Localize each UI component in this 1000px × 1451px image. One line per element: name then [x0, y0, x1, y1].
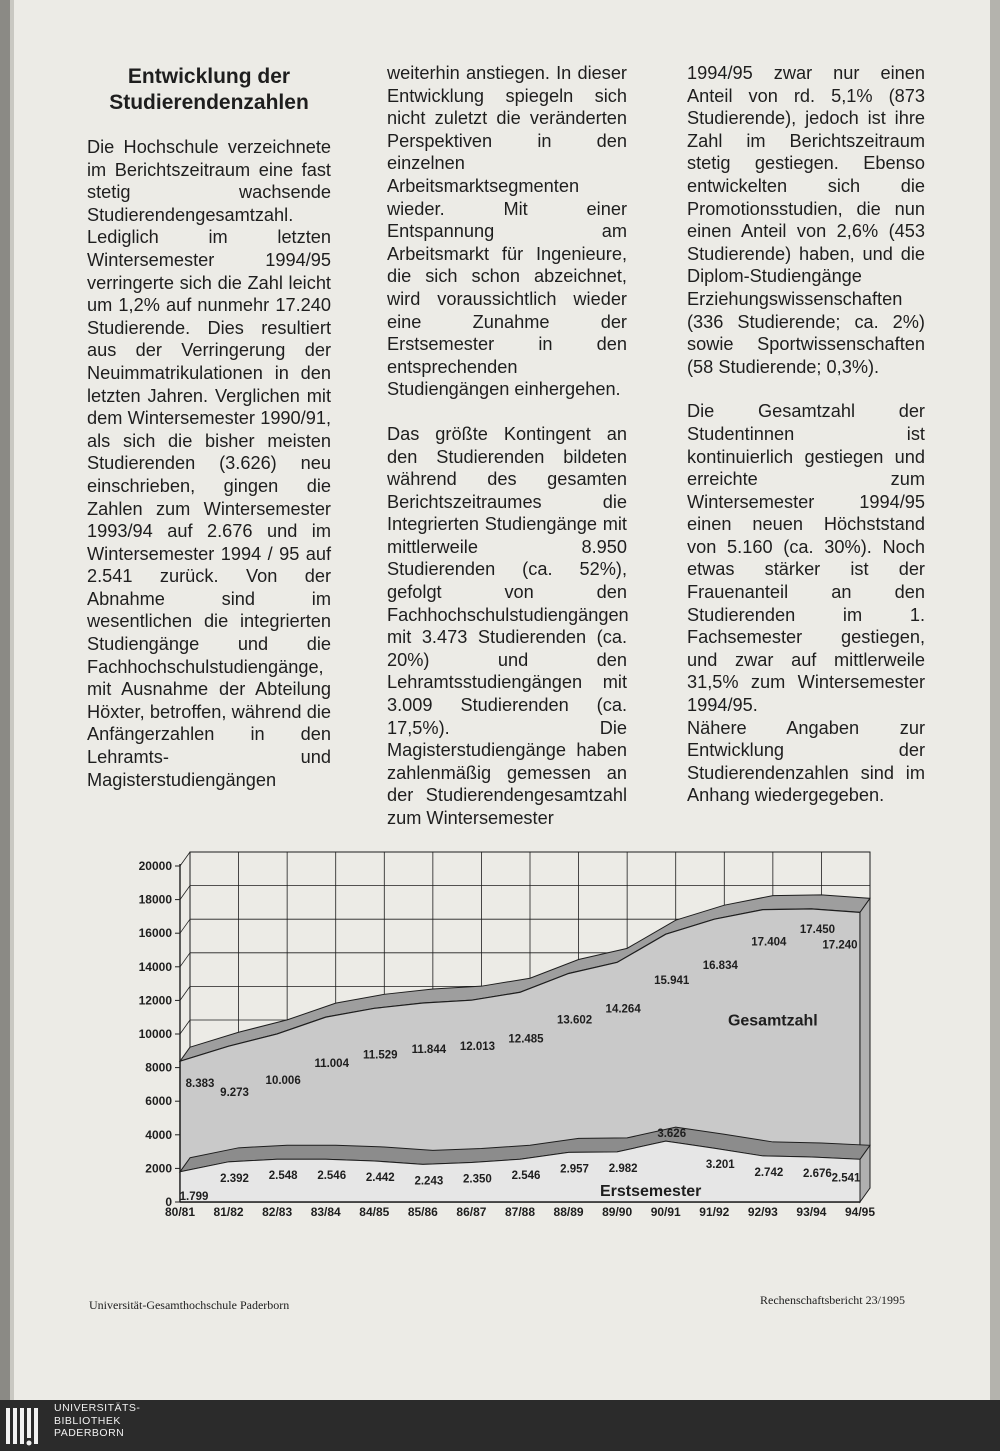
data-label-erstsemester: 2.676	[803, 1168, 832, 1181]
data-label-erstsemester: 2.546	[511, 1170, 541, 1183]
y-tick-label: 6000	[145, 1094, 172, 1109]
library-banner	[0, 1400, 1000, 1451]
col3-paragraph-3: Nähere Angaben zur Entwicklung der Studierendenzahlen sind im Anhang wiedergegeben.	[687, 717, 925, 806]
series-label-gesamtzahl: Gesamtzahl	[727, 1012, 818, 1030]
data-label-erstsemester: 3.201	[705, 1159, 735, 1172]
y-tick-label: 8000	[145, 1060, 172, 1075]
student-numbers-chart	[120, 820, 900, 1220]
y-tick-label: 10000	[138, 1027, 172, 1041]
x-tick-label: 85/86	[407, 1205, 438, 1219]
data-label-erstsemester: 2.541	[831, 1172, 861, 1185]
y-tick-label: 18000	[138, 892, 172, 907]
data-label-erstsemester: 2.982	[608, 1162, 638, 1175]
data-label-gesamtzahl: 11.004	[314, 1058, 349, 1071]
data-label-gesamtzahl: 10.006	[265, 1074, 301, 1087]
data-label-gesamtzahl: 12.013	[459, 1041, 496, 1054]
data-label-erstsemester: 3.626	[657, 1128, 687, 1141]
series-label-erstsemester: Erstsemester	[600, 1183, 702, 1200]
scan-binding-edge-light	[10, 0, 14, 1400]
library-name	[54, 1402, 140, 1440]
chart-grid-diagonal	[180, 1020, 190, 1034]
col2-paragraph-1: weiterhin anstiegen. In dieser Entwicklung spiegeln sich nicht zuletzt die veränderten Perspektiven in den einzelnen Arbeitsmarktsegmenten wieder. Mit einer Entspannung am Arbeitsmarkt für Ingenieure, die sich schon abzeichnet, wird voraussichtlich wieder eine Zunahme der Erstsemester in den entsprechenden Studiengängen einhergehen.	[387, 63, 627, 400]
y-tick-label: 0	[165, 1195, 172, 1209]
x-tick-label: 88/89	[553, 1205, 584, 1219]
y-tick-label: 14000	[138, 959, 172, 974]
data-label-gesamtzahl: 13.602	[556, 1014, 593, 1027]
chart-grid-diagonal	[180, 886, 190, 900]
col3-paragraph-1: 1994/95 zwar nur einen Anteil von rd. 5,1% (873 Studierende), jedoch ist ihre Zahl im Berichtszeitraum stetig gestiegen. Ebenso entwickelten sich die Promotionsstudien, die nun einen Anteil von 2,6% (453 Studierende) haben, und die Diplom-Studiengänge Erziehungswissenschaften (336 Studierende; ca. 2%) sowie Sportwissenschaften (58 Studierende; 0,3%).	[687, 63, 925, 377]
col1-paragraph-1: Die Hochschule verzeichnete im Berichtszeitraum eine fast stetig wachsende Studierendengesamtzahl. Lediglich im letzten Wintersemester 1994/95 verringerte sich die Zahl leicht um 1,2% auf nunmehr 17.240 Studierende. Dies resultiert aus der Verringerung der Neuimmatrikulationen in den letzten Jahren. Verglichen mit dem Wintersemester 1990/91, als sich die bisher meisten Studierenden (3.626) neu einschrieben, gingen die Zahlen zum Wintersemester 1993/94 auf 2.676 und im Wintersemester 1994 / 95 auf 2.541 zurück. Von der Abnahme sind im wesentlichen die integrierten Studiengänge und die Fachhochschulstudiengänge, mit Ausnahme der Abteilung Höxter, betroffen, während die Anfängerzahlen in den Lehramts- und Magisterstudiengängen	[87, 137, 331, 790]
chart-canvas	[120, 820, 900, 1220]
data-label-erstsemester: 2.546	[317, 1170, 347, 1183]
y-tick-label: 2000	[145, 1161, 172, 1176]
x-tick-label: 87/88	[504, 1205, 536, 1219]
data-label-erstsemester: 2.742	[754, 1166, 784, 1179]
y-tick-label: 4000	[145, 1127, 172, 1142]
chart-grid-diagonal	[180, 919, 190, 933]
x-tick-label: 94/95	[844, 1205, 876, 1219]
library-line-1: UNIVERSITÄTS-	[54, 1402, 141, 1414]
scan-binding-edge	[0, 0, 10, 1400]
x-tick-label: 82/83	[262, 1205, 293, 1219]
data-label-gesamtzahl: 9.273	[220, 1087, 249, 1100]
library-line-3: PADERBORN	[54, 1427, 125, 1439]
col2-paragraph-2: Das größte Kontingent an den Studierenden bildeten während des gesamten Berichtszeitraumes die Integrierten Studiengänge mit mittlerweile 8.950 Studierenden (ca. 52%), gefolgt von den Fachhochschulstudiengängen mit 3.473 Studierenden (ca. 20%) und den Lehramtsstudiengängen mit 3.009 Studierenden (ca. 17,5%). Die Magisterstudiengänge haben zahlenmäßig gemessen an der Studierendengesamtzahl zum Wintersemester	[387, 423, 629, 828]
chart-grid-diagonal	[180, 953, 190, 967]
x-tick-label: 80/81	[164, 1205, 196, 1219]
x-tick-label: 89/90	[602, 1205, 633, 1219]
x-tick-label: 83/84	[310, 1205, 341, 1219]
y-tick-label: 12000	[138, 993, 172, 1008]
data-label-gesamtzahl: 16.834	[702, 960, 738, 973]
column-2	[387, 62, 627, 830]
chart-grid-diagonal	[180, 986, 190, 1000]
data-label-erstsemester: 2.350	[463, 1173, 492, 1186]
data-label-erstsemester: 2.957	[560, 1163, 589, 1176]
column-1	[87, 62, 331, 791]
data-label-erstsemester: 2.548	[268, 1170, 298, 1183]
x-tick-label: 84/85	[359, 1205, 390, 1219]
library-line-2: BIBLIOTHEK	[54, 1414, 121, 1427]
x-tick-label: 92/93	[747, 1205, 778, 1219]
data-label-erstsemester: 1.799	[179, 1191, 209, 1203]
data-label-gesamtzahl: 11.529	[363, 1049, 398, 1062]
x-tick-label: 90/91	[650, 1205, 681, 1219]
data-label-erstsemester: 2.442	[365, 1171, 395, 1184]
data-label-gesamtzahl: 14.264	[605, 1003, 641, 1016]
data-label-gesamtzahl: 11.844	[411, 1044, 447, 1057]
footer-report: Rechenschaftsbericht 23/1995	[760, 1293, 905, 1307]
column-3	[687, 62, 925, 807]
scan-right-edge	[990, 0, 1000, 1400]
data-label-gesamtzahl: 12.485	[508, 1033, 544, 1046]
section-heading: Entwicklung der Studierendenzahlen	[109, 65, 309, 114]
col3-paragraph-2: Die Gesamtzahl der Studentinnen ist kontinuierlich gestiegen und erreichte zum Wintersemester 1994/95 einen neuen Höchststand von 5.160 (ca. 30%). Noch etwas stärker ist der Frauenanteil an den Studierenden im 1. Fachsemester gestiegen, und zwar auf mittlerweile 31,5% zum Wintersemester 1994/95.	[687, 401, 925, 716]
data-label-erstsemester: 2.243	[414, 1175, 444, 1188]
y-tick-label: 16000	[138, 926, 172, 941]
library-logo-icon	[4, 1404, 48, 1448]
data-label-gesamtzahl: 17.450	[799, 923, 836, 936]
data-label-erstsemester: 2.392	[220, 1172, 249, 1185]
x-tick-label: 86/87	[456, 1205, 487, 1219]
data-label-gesamtzahl: 17.404	[751, 936, 787, 949]
x-tick-label: 81/82	[213, 1205, 244, 1219]
y-tick-label: 20000	[138, 859, 172, 873]
data-label-gesamtzahl: 17.240	[822, 939, 858, 952]
chart-grid-diagonal	[180, 852, 190, 866]
x-tick-label: 91/92	[699, 1205, 730, 1219]
x-tick-label: 93/94	[796, 1205, 827, 1219]
footer-institution: Universität-Gesamthochschule Paderborn	[89, 1298, 290, 1312]
data-label-gesamtzahl: 15.941	[654, 975, 690, 988]
data-label-gesamtzahl: 8.383	[185, 1078, 215, 1091]
